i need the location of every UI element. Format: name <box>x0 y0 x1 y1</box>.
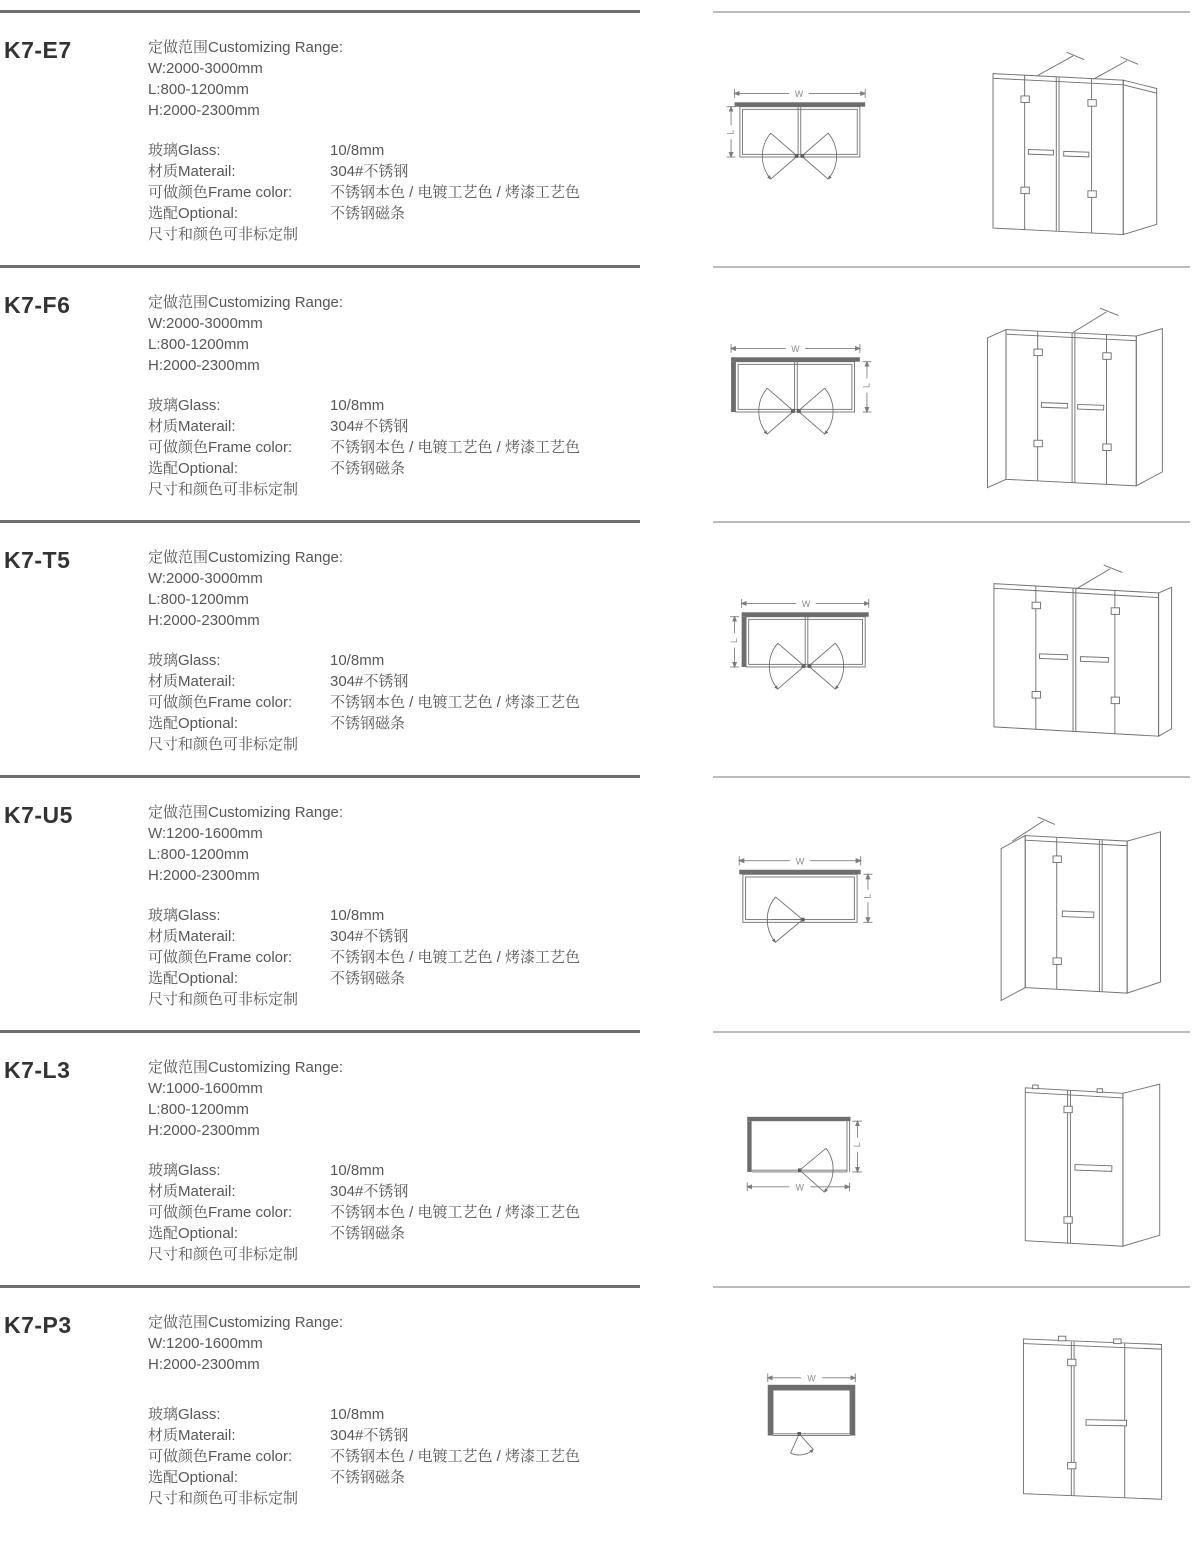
product-section-k7-f6 <box>0 265 1200 520</box>
model-name: K7-U5 <box>4 802 73 828</box>
spec-value: 不锈钢磁条 <box>330 715 406 732</box>
model-name: K7-T5 <box>4 547 71 573</box>
spec-value: 不锈钢磁条 <box>330 970 406 987</box>
model-name: K7-P3 <box>4 1312 72 1338</box>
range-line: L:800-1200mm <box>148 81 249 98</box>
spec-value: 不锈钢磁条 <box>330 1469 406 1486</box>
spec-value: 304#不锈钢 <box>330 163 409 180</box>
range-line: W:1000-1600mm <box>148 1080 263 1097</box>
spec-label: 材质Materail: <box>148 163 236 180</box>
spec-label: 材质Materail: <box>148 1183 236 1200</box>
range-line: L:800-1200mm <box>148 1101 249 1118</box>
range-line: H:2000-2300mm <box>148 1122 260 1139</box>
product-section-k7-u5 <box>0 775 1200 1030</box>
spec-value: 304#不锈钢 <box>330 673 409 690</box>
spec-value: 10/8mm <box>330 397 385 414</box>
spec-value: 304#不锈钢 <box>330 1427 409 1444</box>
model-name: K7-E7 <box>4 37 72 63</box>
spec-value: 304#不锈钢 <box>330 418 409 435</box>
spec-value: 不锈钢本色 / 电镀工艺色 / 烤漆工艺色 <box>330 949 581 966</box>
section-divider-right <box>713 11 1190 13</box>
spec-label: 选配Optional: <box>148 970 239 987</box>
spec-label: 选配Optional: <box>148 460 239 477</box>
spec-value: 10/8mm <box>330 652 385 669</box>
custom-note: 尺寸和颜色可非标定制 <box>148 736 299 753</box>
custom-note: 尺寸和颜色可非标定制 <box>148 1246 299 1263</box>
range-line: W:1200-1600mm <box>148 825 263 842</box>
spec-label: 选配Optional: <box>148 1225 239 1242</box>
product-3d-drawing <box>1005 1312 1180 1517</box>
plan-l-label: L <box>725 129 736 135</box>
section-divider-left <box>0 10 640 13</box>
range-line: H:2000-2300mm <box>148 612 260 629</box>
range-line: L:800-1200mm <box>148 846 249 863</box>
product-section-k7-p3 <box>0 1285 1200 1523</box>
spec-label: 材质Materail: <box>148 673 236 690</box>
spec-block <box>148 802 618 1010</box>
model-name: K7-F6 <box>4 292 71 318</box>
range-line: W:2000-3000mm <box>148 60 263 77</box>
spec-block <box>148 1312 618 1517</box>
section-divider-left <box>0 265 640 268</box>
range-title: 定做范围Customizing Range: <box>148 804 344 821</box>
plan-top-view-double-door-wall <box>724 588 874 716</box>
range-line: W:1200-1600mm <box>148 1335 263 1352</box>
range-line: L:800-1200mm <box>148 591 249 608</box>
product-section-k7-l3 <box>0 1030 1200 1285</box>
spec-value: 10/8mm <box>330 907 385 924</box>
spec-label: 玻璃Glass: <box>148 907 221 924</box>
range-line: L:800-1200mm <box>148 336 249 353</box>
range-title: 定做范围Customizing Range: <box>148 1314 344 1331</box>
range-line: H:2000-2300mm <box>148 357 260 374</box>
spec-label: 玻璃Glass: <box>148 397 221 414</box>
range-title: 定做范围Customizing Range: <box>148 294 344 311</box>
spec-value: 不锈钢本色 / 电镀工艺色 / 烤漆工艺色 <box>330 184 581 201</box>
plan-l-label: L <box>861 383 872 388</box>
plan-w-label: W <box>801 599 811 609</box>
section-divider-right <box>713 1031 1190 1033</box>
spec-label: 玻璃Glass: <box>148 1162 221 1179</box>
spec-label: 可做颜色Frame color: <box>148 439 293 456</box>
spec-value: 10/8mm <box>330 1162 385 1179</box>
spec-value: 10/8mm <box>330 142 385 159</box>
custom-note: 尺寸和颜色可非标定制 <box>148 991 299 1008</box>
spec-value: 不锈钢本色 / 电镀工艺色 / 烤漆工艺色 <box>330 1204 581 1221</box>
product-section-k7-t5 <box>0 520 1200 775</box>
spec-label: 可做颜色Frame color: <box>148 1448 293 1465</box>
product-3d-drawing <box>1005 1059 1180 1264</box>
section-divider-right <box>713 776 1190 778</box>
section-divider-left <box>0 520 640 523</box>
section-divider-right <box>713 1286 1190 1288</box>
plan-top-view-double-door-corner <box>724 333 874 461</box>
plan-top-view-enclosed-single-door <box>759 1365 864 1465</box>
plan-w-label: W <box>795 856 804 867</box>
product-3d-drawing <box>980 547 1180 757</box>
model-name: K7-L3 <box>4 1057 71 1083</box>
product-3d-drawing <box>980 292 1180 502</box>
range-line: W:2000-3000mm <box>148 315 263 332</box>
spec-label: 可做颜色Frame color: <box>148 949 293 966</box>
plan-w-label: W <box>795 1182 804 1193</box>
range-title: 定做范围Customizing Range: <box>148 39 344 56</box>
spec-value: 10/8mm <box>330 1406 385 1423</box>
product-3d-drawing <box>980 37 1180 247</box>
plan-l-label: L <box>862 893 873 899</box>
spec-value: 不锈钢磁条 <box>330 1225 406 1242</box>
spec-label: 可做颜色Frame color: <box>148 184 293 201</box>
spec-value: 不锈钢本色 / 电镀工艺色 / 烤漆工艺色 <box>330 694 581 711</box>
spec-value: 不锈钢磁条 <box>330 205 406 222</box>
spec-label: 玻璃Glass: <box>148 652 221 669</box>
spec-label: 选配Optional: <box>148 205 239 222</box>
plan-w-label: W <box>791 344 800 354</box>
custom-note: 尺寸和颜色可非标定制 <box>148 226 299 243</box>
plan-top-view-double-door <box>724 78 874 206</box>
spec-label: 可做颜色Frame color: <box>148 1204 293 1221</box>
plan-l-label: L <box>851 1142 862 1148</box>
plan-l-label: L <box>729 638 740 643</box>
custom-note: 尺寸和颜色可非标定制 <box>148 481 299 498</box>
spec-label: 可做颜色Frame color: <box>148 694 293 711</box>
product-3d-drawing <box>990 802 1180 1010</box>
section-divider-left <box>0 1285 640 1288</box>
spec-label: 选配Optional: <box>148 1469 239 1486</box>
product-section-k7-e7 <box>0 10 1200 265</box>
range-line: H:2000-2300mm <box>148 1356 260 1373</box>
spec-value: 304#不锈钢 <box>330 1183 409 1200</box>
custom-note: 尺寸和颜色可非标定制 <box>148 1490 299 1507</box>
section-divider-left <box>0 775 640 778</box>
spec-value: 不锈钢本色 / 电镀工艺色 / 烤漆工艺色 <box>330 1448 581 1465</box>
spec-value: 304#不锈钢 <box>330 928 409 945</box>
spec-value: 不锈钢本色 / 电镀工艺色 / 烤漆工艺色 <box>330 439 581 456</box>
spec-value: 不锈钢磁条 <box>330 460 406 477</box>
range-line: H:2000-2300mm <box>148 867 260 884</box>
spec-label: 玻璃Glass: <box>148 142 221 159</box>
range-title: 定做范围Customizing Range: <box>148 1059 344 1076</box>
range-line: H:2000-2300mm <box>148 102 260 119</box>
spec-label: 材质Materail: <box>148 1427 236 1444</box>
spec-label: 玻璃Glass: <box>148 1406 221 1423</box>
spec-block <box>148 292 618 502</box>
range-title: 定做范围Customizing Range: <box>148 549 344 566</box>
plan-top-view-corner-single-door <box>742 1100 882 1222</box>
section-divider-left <box>0 1030 640 1033</box>
range-line: W:2000-3000mm <box>148 570 263 587</box>
spec-label: 材质Materail: <box>148 418 236 435</box>
spec-label: 选配Optional: <box>148 715 239 732</box>
spec-label: 材质Materail: <box>148 928 236 945</box>
plan-w-label: W <box>807 1372 816 1383</box>
section-divider-right <box>713 521 1190 523</box>
spec-block <box>148 547 618 757</box>
spec-block <box>148 37 618 247</box>
section-divider-right <box>713 266 1190 268</box>
plan-w-label: W <box>794 89 804 99</box>
plan-top-view-single-door <box>732 847 877 965</box>
spec-block <box>148 1057 618 1265</box>
